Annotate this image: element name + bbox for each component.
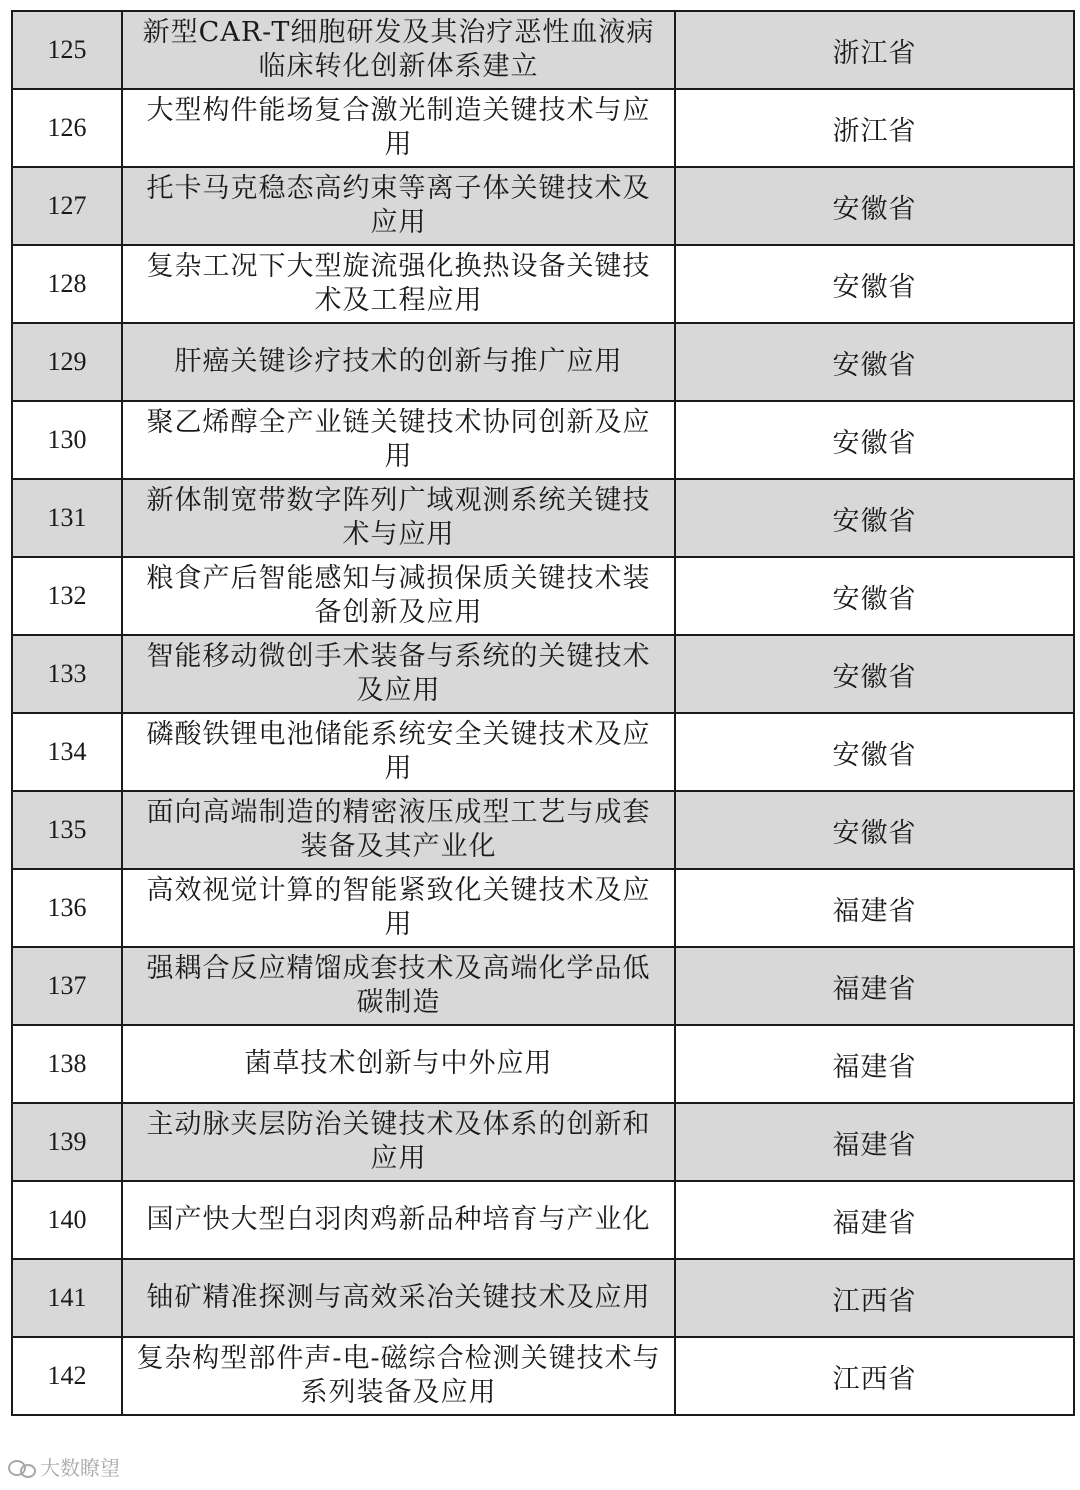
table-row: [12, 557, 1074, 635]
province: 安徽省: [675, 401, 1074, 479]
project-name: 粮食产后智能感知与减损保质关键技术装备创新及应用: [122, 557, 675, 635]
watermark-logo-icon: [8, 1456, 36, 1478]
row-number: 132: [12, 557, 122, 635]
table-row: [12, 1337, 1074, 1415]
row-number: 141: [12, 1259, 122, 1337]
row-number: 126: [12, 89, 122, 167]
project-name: 强耦合反应精馏成套技术及高端化学品低碳制造: [122, 947, 675, 1025]
province: 福建省: [675, 1181, 1074, 1259]
awards-table: [11, 10, 1075, 1416]
province: 安徽省: [675, 713, 1074, 791]
table-body: [12, 11, 1074, 1415]
project-name: 主动脉夹层防治关键技术及体系的创新和应用: [122, 1103, 675, 1181]
table-row: [12, 791, 1074, 869]
row-number: 142: [12, 1337, 122, 1415]
province: 福建省: [675, 869, 1074, 947]
project-name: 智能移动微创手术装备与系统的关键技术及应用: [122, 635, 675, 713]
project-name: 菌草技术创新与中外应用: [122, 1025, 675, 1103]
row-number: 137: [12, 947, 122, 1025]
project-name: 肝癌关键诊疗技术的创新与推广应用: [122, 323, 675, 401]
project-name: 复杂工况下大型旋流强化换热设备关键技术及工程应用: [122, 245, 675, 323]
row-number: 135: [12, 791, 122, 869]
province: 安徽省: [675, 791, 1074, 869]
row-number: 128: [12, 245, 122, 323]
table-row: [12, 167, 1074, 245]
project-name: 大型构件能场复合激光制造关键技术与应用: [122, 89, 675, 167]
province: 浙江省: [675, 89, 1074, 167]
table-row: [12, 245, 1074, 323]
project-name: 托卡马克稳态高约束等离子体关键技术及应用: [122, 167, 675, 245]
project-name: 磷酸铁锂电池储能系统安全关键技术及应用: [122, 713, 675, 791]
table-row: [12, 869, 1074, 947]
row-number: 139: [12, 1103, 122, 1181]
project-name: 聚乙烯醇全产业链关键技术协同创新及应用: [122, 401, 675, 479]
table-row: [12, 1181, 1074, 1259]
row-number: 125: [12, 11, 122, 89]
project-name: 铀矿精准探测与高效采冶关键技术及应用: [122, 1259, 675, 1337]
row-number: 130: [12, 401, 122, 479]
row-number: 127: [12, 167, 122, 245]
project-name: 高效视觉计算的智能紧致化关键技术及应用: [122, 869, 675, 947]
watermark-text: 大数瞭望: [40, 1456, 120, 1480]
project-name: 复杂构型部件声-电-磁综合检测关键技术与系列装备及应用: [122, 1337, 675, 1415]
table-row: [12, 323, 1074, 401]
project-name: 面向高端制造的精密液压成型工艺与成套装备及其产业化: [122, 791, 675, 869]
row-number: 134: [12, 713, 122, 791]
table-row: [12, 89, 1074, 167]
province: 安徽省: [675, 635, 1074, 713]
project-name: 新体制宽带数字阵列广域观测系统关键技术与应用: [122, 479, 675, 557]
row-number: 140: [12, 1181, 122, 1259]
table-row: [12, 1025, 1074, 1103]
table-row: [12, 947, 1074, 1025]
province: 福建省: [675, 1103, 1074, 1181]
province: 安徽省: [675, 245, 1074, 323]
table-row: [12, 11, 1074, 89]
province: 浙江省: [675, 11, 1074, 89]
watermark: [8, 1452, 120, 1481]
table-row: [12, 1259, 1074, 1337]
table-row: [12, 635, 1074, 713]
table-row: [12, 713, 1074, 791]
province: 安徽省: [675, 323, 1074, 401]
table-row: [12, 401, 1074, 479]
table-row: [12, 1103, 1074, 1181]
province: 福建省: [675, 1025, 1074, 1103]
table-row: [12, 479, 1074, 557]
row-number: 133: [12, 635, 122, 713]
province: 安徽省: [675, 479, 1074, 557]
row-number: 129: [12, 323, 122, 401]
project-name: 新型CAR-T细胞研发及其治疗恶性血液病临床转化创新体系建立: [122, 11, 675, 89]
province: 安徽省: [675, 557, 1074, 635]
row-number: 136: [12, 869, 122, 947]
province: 安徽省: [675, 167, 1074, 245]
province: 江西省: [675, 1337, 1074, 1415]
province: 江西省: [675, 1259, 1074, 1337]
project-name: 国产快大型白羽肉鸡新品种培育与产业化: [122, 1181, 675, 1259]
row-number: 131: [12, 479, 122, 557]
province: 福建省: [675, 947, 1074, 1025]
row-number: 138: [12, 1025, 122, 1103]
